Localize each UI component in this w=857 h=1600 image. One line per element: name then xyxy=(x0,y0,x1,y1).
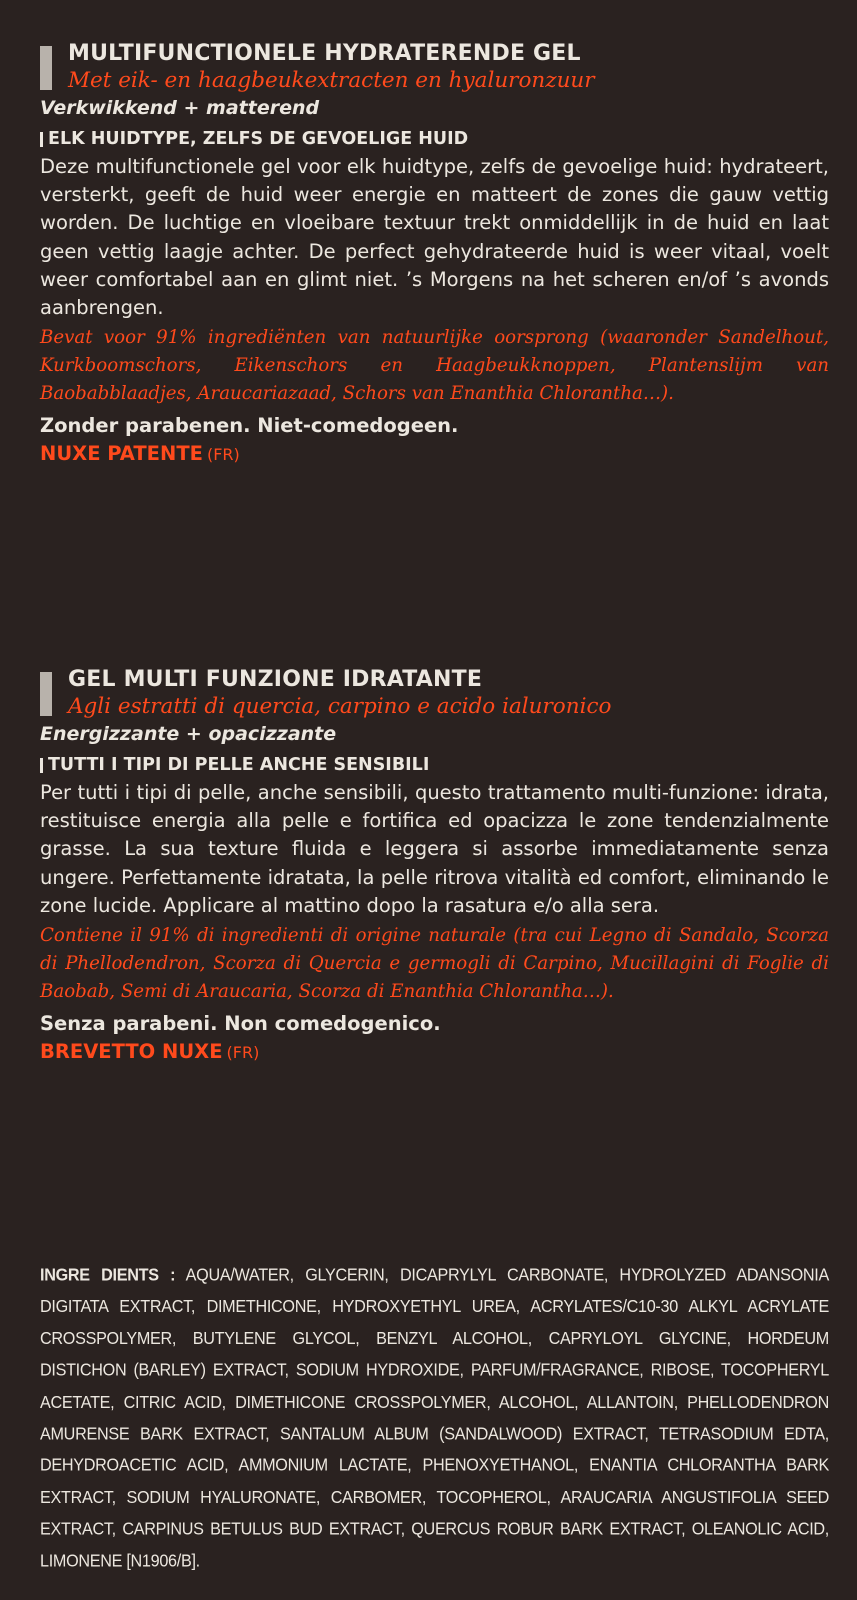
brand-patent-italian: BREVETTO NUXE xyxy=(40,1040,223,1064)
header-dutch xyxy=(40,40,829,94)
ingredients-label: INGRE DIENTS : xyxy=(40,1265,176,1285)
section-italian xyxy=(40,666,829,1067)
country-code-italian: (FR) xyxy=(226,1043,260,1063)
skin-type-dutch xyxy=(40,127,829,151)
natural-origin-dutch: Bevat voor 91% ingrediënten van natuurlijke oorsprong (waaronder Sandelhout, Kurkboomschors, Eikenschors en Haagbeukknoppen, Plantenslijm van Baobabblaadjes, Araucariazaad, Schors van Enanthia Chlorantha…). xyxy=(40,327,829,405)
description-dutch: Deze multifunctionele gel voor elk huidtype, zelfs de gevoelige huid: hydrateert, versterkt, geeft de huid weer energie en matteert de zones die gauw vettig worden. De luchtige en vloeibare textuur trekt onmiddellijk in de huid en laat geen vettig laagje achter. De perfect gehydrateerde huid is weer vitaal, voelt weer comfortabel aan en glimt niet. ’s Morgens na het scheren en/of ’s avonds aanbrengen. xyxy=(40,155,829,320)
brand-line-dutch xyxy=(40,440,829,469)
brand-line-italian xyxy=(40,1038,829,1067)
skin-type-text-italian: TUTTI I TIPI DI PELLE ANCHE SENSIBILI xyxy=(48,755,430,775)
paraben-free-italian: Senza parabeni. Non comedogenico. xyxy=(40,1012,441,1036)
ingredients-list xyxy=(40,1260,829,1578)
subtitle-dutch: Met eik- en haagbeukextracten en hyaluronzuur xyxy=(68,68,595,93)
subtitle-italian: Agli estratti di quercia, carpino e acido ialuronico xyxy=(68,694,612,719)
skin-type-marker xyxy=(40,758,43,773)
section-ingredients xyxy=(40,1260,829,1571)
description-italian: Per tutti i tipi di pelle, anche sensibili, questo trattamento multi-funzione: idrata, restituisce energia alla pelle e fortifica ed opacizza le zone tendenzialmente grasse. La sua texture fluida e leggera si assorbe immediatamente senza ungere. Perfettamente idratata, la pelle ritrova vitalità ed comfort, eliminando le zone lucide. Applicare al mattino dopo la rasatura e/o alla sera. xyxy=(40,781,829,917)
header-italian xyxy=(40,666,829,720)
section-bar-marker xyxy=(40,672,52,716)
paraben-free-dutch: Zonder parabenen. Niet-comedogeen. xyxy=(40,414,459,438)
title-dutch: MULTIFUNCTIONELE HYDRATERENDE GEL xyxy=(68,41,581,66)
title-italian: GEL MULTI FUNZIONE IDRATANTE xyxy=(68,667,483,692)
skin-type-marker xyxy=(40,132,43,147)
skin-type-text-dutch: ELK HUIDTYPE, ZELFS DE GEVOELIGE HUID xyxy=(48,129,469,149)
tagline-dutch: Verkwikkend + matterend xyxy=(40,97,320,119)
skin-type-italian xyxy=(40,753,829,777)
brand-patent-dutch: NUXE PATENTE xyxy=(40,442,203,466)
section-bar-marker xyxy=(40,46,52,90)
ingredients-text: AQUA/WATER, GLYCERIN, DICAPRYLYL CARBONATE, HYDROLYZED ADANSONIA DIGITATA EXTRACT, DIMETHICONE, HYDROXYETHYL UREA, ACRYLATES/C10-30 ALKYL ACRYLATE CROSSPOLYMER, BUTYLENE GLYCOL, BENZYL ALCOHOL, CAPRYLOYL GLYCINE, HORDEUM DISTICHON (BARLEY) EXTRACT, SODIUM HYDROXIDE, PARFUM/FRAGRANCE, RIBOSE, TOCOPHERYL ACETATE, CITRIC ACID, DIMETHICONE CROSSPOLYMER, ALCOHOL, ALLANTOIN, PHELLODENDRON AMURENSE BARK EXTRACT, SANTALUM ALBUM (SANDALWOOD) EXTRACT, TETRASODIUM EDTA, DEHYDROACETIC ACID, AMMONIUM LACTATE, PHENOXYETHANOL, ENANTIA CHLORANTHA BARK EXTRACT, SODIUM HYALURONATE, CARBOMER, TOCOPHEROL, ARAUCARIA ANGUSTIFOLIA SEED EXTRACT, CARPINUS BETULUS BUD EXTRACT, QUERCUS ROBUR BARK EXTRACT, OLEANOLIC ACID, LIMONENE [N1906/B]. xyxy=(40,1265,829,1571)
country-code-dutch: (FR) xyxy=(206,445,240,465)
natural-origin-italian: Contiene il 91% di ingredienti di origine naturale (tra cui Legno di Sandalo, Scorza di Phellodendron, Scorza di Quercia e germogli di Carpino, Mucillagini di Foglie di Baobab, Semi di Araucaria, Scorza di Enanthia Chlorantha…). xyxy=(40,925,829,1003)
section-dutch xyxy=(40,40,829,469)
tagline-italian: Energizzante + opacizzante xyxy=(40,723,337,745)
